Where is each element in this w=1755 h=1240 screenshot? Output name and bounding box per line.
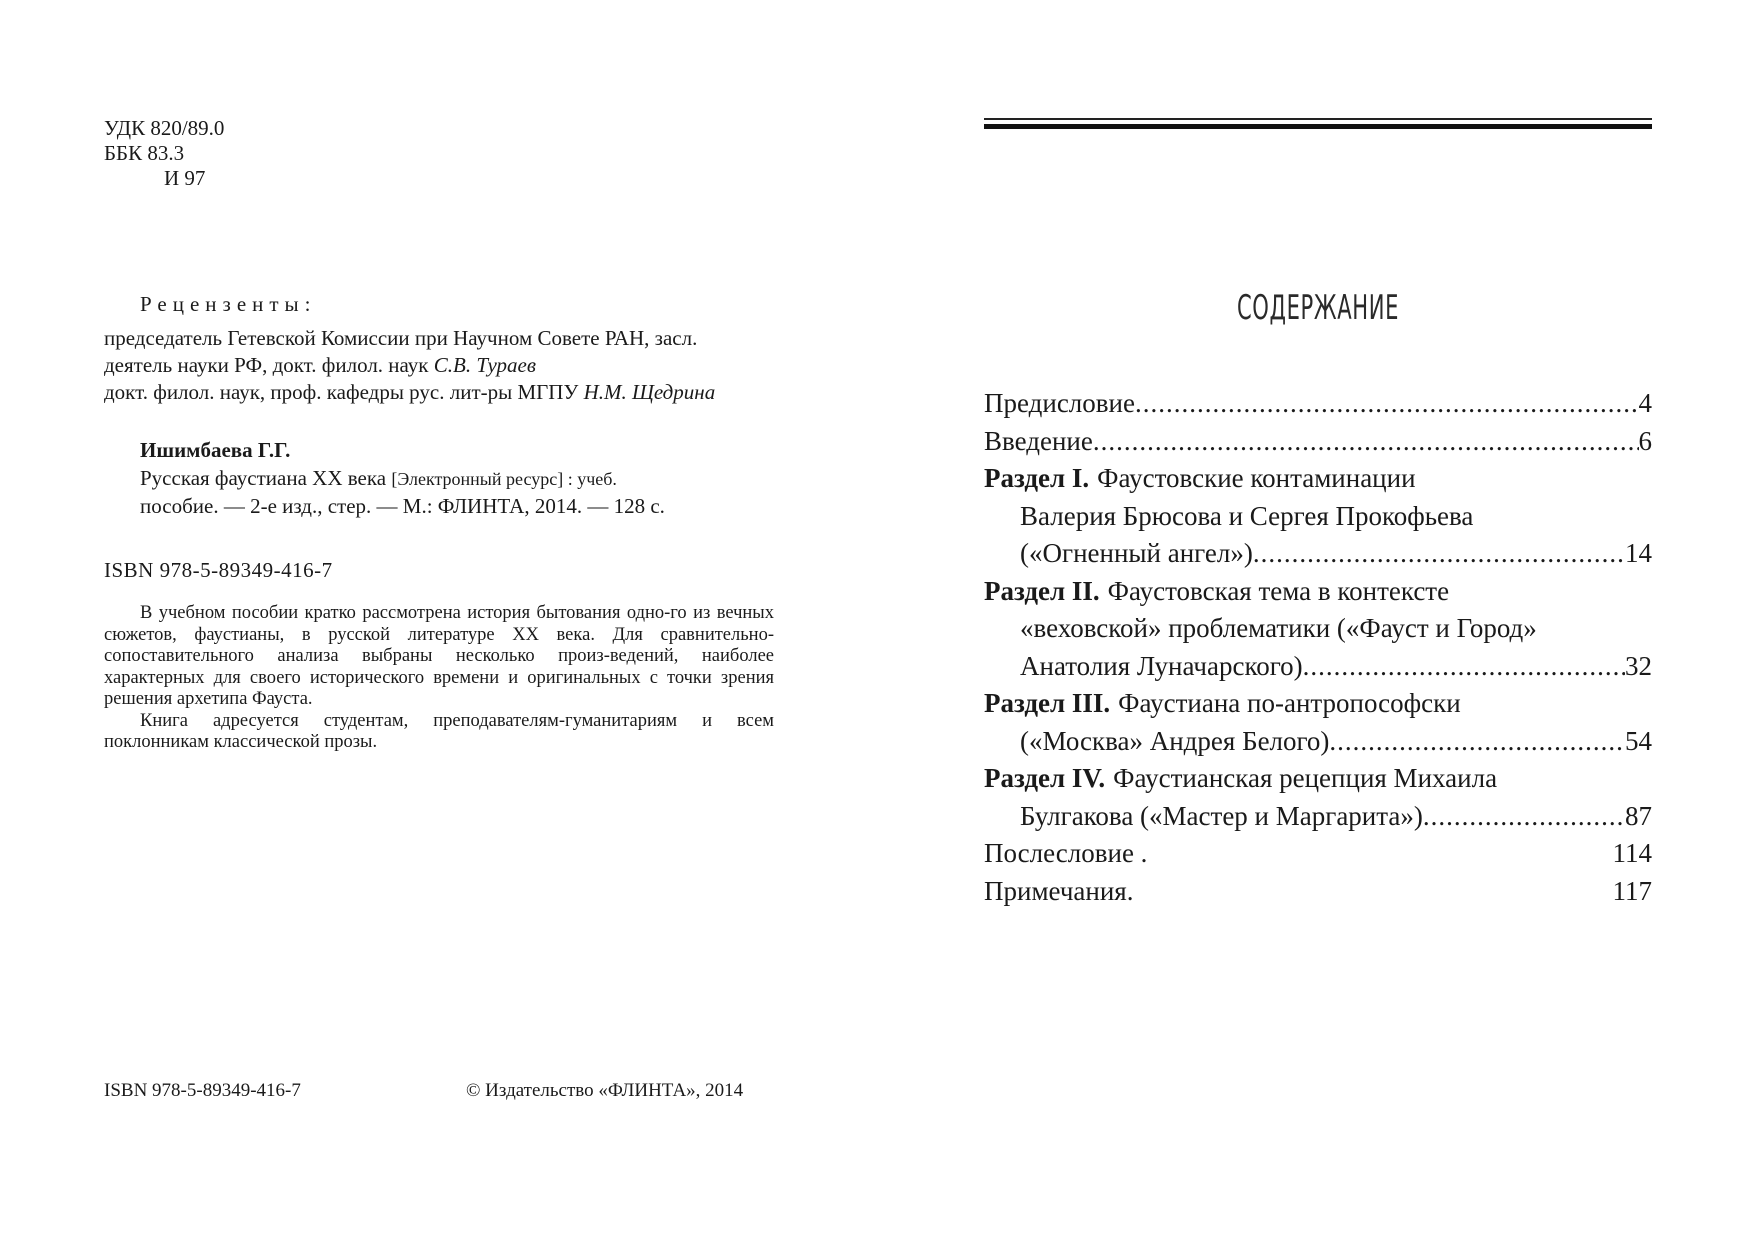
resource-type: [Электронный ресурс] xyxy=(391,469,564,489)
reviewer-line-2 xyxy=(104,352,784,379)
reviewer-line-2-text: деятель науки РФ, докт. филол. наук xyxy=(104,353,434,377)
reviewer-line-3 xyxy=(104,379,784,406)
toc-section-4-line-2[interactable] xyxy=(984,798,1652,836)
toc-page-number: 114 xyxy=(1612,838,1652,868)
abstract-paragraph-2: Книга адресуется студентам, преподавателям-гуманитариям и всем поклонникам классической прозы. xyxy=(104,710,774,752)
toc-entry[interactable] xyxy=(984,423,1652,461)
toc-leader xyxy=(1329,723,1625,761)
copyright: © Издательство «ФЛИНТА», 2014 xyxy=(466,1080,744,1101)
toc-entry-title: Примечания. xyxy=(984,875,1134,906)
toc-entry-title: Введение xyxy=(984,425,1093,456)
toc-section-2-heading[interactable] xyxy=(984,573,1652,611)
toc-page-number: 4 xyxy=(1638,388,1652,418)
toc-section-1-heading[interactable] xyxy=(984,460,1652,498)
toc-section-3-line-2[interactable] xyxy=(984,723,1652,761)
toc-title: СОДЕРЖАНИЕ xyxy=(1236,288,1400,328)
abstract xyxy=(104,603,774,754)
toc-section-3-heading[interactable] xyxy=(984,685,1652,723)
toc-section-4-heading[interactable] xyxy=(984,760,1652,798)
book-title: Русская фаустиана ХХ века xyxy=(140,466,392,490)
classification-codes xyxy=(104,116,224,191)
toc-page-number: 32 xyxy=(1625,650,1652,681)
toc-entry[interactable] xyxy=(984,873,1652,911)
toc-section-title: Фаустовская тема в контексте xyxy=(1107,575,1450,606)
reviewer-line-3-text: докт. филол. наук, проф. кафедры рус. лит-ры МГПУ xyxy=(104,380,584,404)
toc-section-title: Фаустианская рецепция Михаила xyxy=(1113,763,1498,793)
toc-page-number: 14 xyxy=(1625,538,1652,568)
toc-leader xyxy=(1135,385,1639,423)
toc-section-label: Раздел IV. xyxy=(984,763,1106,793)
toc-section-title: Фаустовские контаминации xyxy=(1097,463,1416,493)
author-mark: И 97 xyxy=(164,166,206,190)
toc-section-label: Раздел III. xyxy=(984,688,1111,718)
toc-entry[interactable] xyxy=(984,835,1652,873)
toc-section-label: Раздел II. xyxy=(984,575,1100,606)
toc-section-title-cont: («Москва» Андрея Белого) xyxy=(1020,725,1330,756)
toc-section-2-line-3[interactable] xyxy=(984,648,1652,686)
book-author: Ишимбаева Г.Г. xyxy=(140,438,291,462)
toc-page-number: 87 xyxy=(1625,800,1652,831)
toc-section-title-cont: Булгакова («Мастер и Маргарита») xyxy=(1020,800,1423,831)
toc-page-number: 6 xyxy=(1638,425,1652,456)
toc-section-label: Раздел I. xyxy=(984,463,1090,493)
toc-leader xyxy=(1303,648,1625,686)
toc-entry[interactable] xyxy=(984,385,1652,423)
reviewers-list xyxy=(104,325,784,406)
toc-leader xyxy=(1253,535,1625,573)
toc-section-title-cont: Анатолия Луначарского) xyxy=(1020,650,1303,681)
toc-leader xyxy=(1423,798,1625,836)
toc-entry-title: Предисловие xyxy=(984,388,1135,418)
isbn: ISBN 978-5-89349-416-7 xyxy=(104,558,333,582)
toc-page-number: 117 xyxy=(1612,875,1652,906)
reviewers-label: Рецензенты: xyxy=(140,292,317,316)
bibliographic-record xyxy=(140,465,760,520)
bbk-code: ББК 83.3 xyxy=(104,141,185,165)
biblio-line-2: пособие. — 2-е изд., стер. — М.: ФЛИНТА, 2014. — 128 с. xyxy=(140,494,665,518)
toc-section-2-line-2 xyxy=(984,610,1652,648)
toc-section-title-cont: Валерия Брюсова и Сергея Прокофьева xyxy=(1020,500,1474,531)
reviewer-line-1: председатель Гетевской Комиссии при Научном Совете РАН, засл. xyxy=(104,326,698,350)
abstract-paragraph-1: В учебном пособии кратко рассмотрена история бытования одно-го из вечных сюжетов, фаустианы, в русской литературе ХХ века. Для сравнительно-сопоставительного анализа выбраны несколько произ-ведений, наиболее характерных для своего исторического времени и оригинальных с точки зрения решения архетипа Фауста. xyxy=(104,603,774,709)
toc-leader xyxy=(1093,423,1639,461)
toc-section-1-line-2 xyxy=(984,498,1652,536)
header-rule-thick xyxy=(984,124,1652,129)
udk-code: УДК 820/89.0 xyxy=(104,116,225,140)
toc-section-1-line-3[interactable] xyxy=(984,535,1652,573)
biblio-line-1 xyxy=(140,465,760,493)
toc-entry-title: Послесловие . xyxy=(984,838,1148,868)
toc-page-number: 54 xyxy=(1625,725,1652,756)
header-rule-thin xyxy=(984,118,1652,120)
toc-section-title-cont: («Огненный ангел») xyxy=(1020,538,1253,568)
toc-section-title-cont: «веховской» проблематики («Фауст и Город» xyxy=(1020,613,1537,643)
table-of-contents xyxy=(984,385,1652,910)
footer-isbn: ISBN 978-5-89349-416-7 xyxy=(104,1080,301,1101)
reviewer-name-1: С.В. Тураев xyxy=(433,353,536,377)
biblio-rest-1: : учеб. xyxy=(563,469,617,489)
reviewer-name-2: Н.М. Щедрина xyxy=(583,380,716,404)
toc-section-title: Фаустиана по-антропософски xyxy=(1118,688,1461,718)
